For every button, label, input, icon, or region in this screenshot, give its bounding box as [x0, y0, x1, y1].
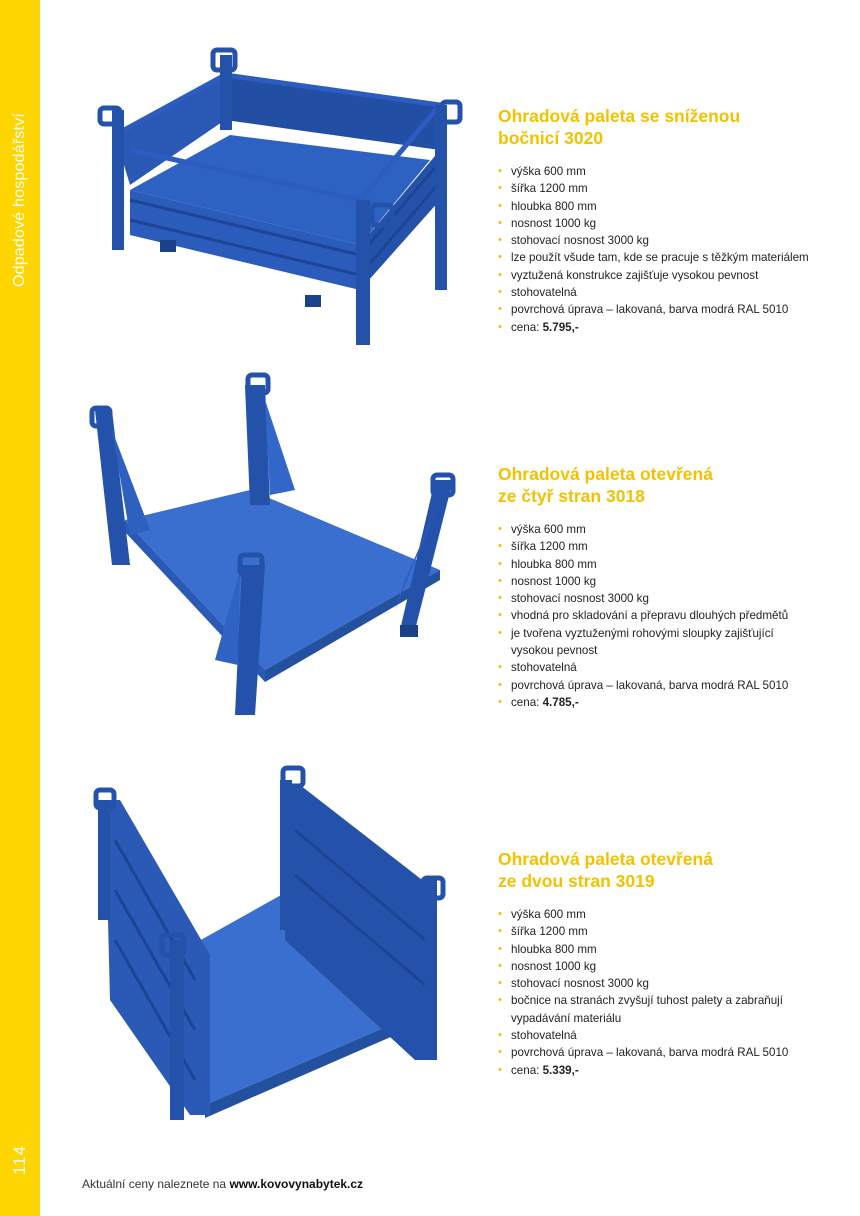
pallet-open-four-sides-image [70, 370, 470, 730]
feature-line: bočnice na stranách zvyšují tuhost palety a zabraňují [511, 994, 783, 1008]
feature-item: • povrchová úprava – lakovaná, barva modrá RAL 5010 [498, 1044, 838, 1061]
feature-item: • hloubka 800 mm [498, 941, 838, 958]
price-value: 5.339,- [542, 1063, 579, 1077]
price-label: cena: [511, 695, 540, 709]
feature-item: • šířka 1200 mm [498, 180, 838, 197]
feature-item: • hloubka 800 mm [498, 556, 838, 573]
feature-line: je tvořena vyztuženými rohovými sloupky zajišťující [511, 626, 774, 640]
feature-item: • stohovatelná [498, 659, 838, 676]
product-title [498, 463, 838, 507]
feature-item: • vyztužená konstrukce zajišťuje vysokou pevnost [498, 267, 838, 284]
feature-item: • stohovací nosnost 3000 kg [498, 232, 838, 249]
price-item [498, 319, 838, 336]
page-number: 114 [10, 1144, 29, 1176]
feature-item: • výška 600 mm [498, 521, 838, 538]
pallet-low-sides-image [70, 40, 470, 360]
price-value: 4.785,- [542, 695, 579, 709]
product-title-line2: ze čtyř stran 3018 [498, 486, 645, 506]
blue-pallet-open-four-sides-icon [70, 370, 470, 730]
feature-item: • nosnost 1000 kg [498, 573, 838, 590]
footer-link[interactable]: www.kovovynabytek.cz [229, 1177, 364, 1191]
product-title-line1: Ohradová paleta otevřená [498, 849, 713, 869]
feature-item: • šířka 1200 mm [498, 538, 838, 555]
footer [82, 1177, 363, 1191]
product-title [498, 105, 838, 149]
feature-item: • šířka 1200 mm [498, 923, 838, 940]
feature-item: • stohovací nosnost 3000 kg [498, 590, 838, 607]
feature-list [498, 163, 838, 336]
footer-text: Aktuální ceny naleznete na [82, 1177, 227, 1191]
section-title: Odpadové hospodářství [11, 112, 28, 288]
price-value: 5.795,- [542, 320, 579, 334]
product-info-3018 [498, 463, 838, 711]
product-title [498, 848, 838, 892]
price-item [498, 694, 838, 711]
feature-item: • nosnost 1000 kg [498, 958, 838, 975]
feature-item: • lze použít všude tam, kde se pracuje s těžkým materiálem [498, 249, 838, 266]
feature-item: • stohovatelná [498, 1027, 838, 1044]
feature-continuation: vysokou pevnost [511, 644, 598, 658]
price-item [498, 1062, 838, 1079]
feature-item: • stohovací nosnost 3000 kg [498, 975, 838, 992]
feature-item: • vhodná pro skladování a přepravu dlouhých předmětů [498, 607, 838, 624]
product-title-line1: Ohradová paleta otevřená [498, 464, 713, 484]
product-title-line2: ze dvou stran 3019 [498, 871, 655, 891]
feature-item: • stohovatelná [498, 284, 838, 301]
product-info-3020 [498, 105, 838, 336]
feature-continuation: vypadávání materiálu [511, 1011, 622, 1025]
product-info-3019 [498, 848, 838, 1079]
product-title-line1: Ohradová paleta se sníženou [498, 106, 741, 126]
price-label: cena: [511, 320, 540, 334]
feature-list [498, 521, 838, 711]
feature-item: • výška 600 mm [498, 906, 838, 923]
feature-item: • nosnost 1000 kg [498, 215, 838, 232]
blue-pallet-low-sides-icon [70, 40, 470, 360]
feature-list [498, 906, 838, 1079]
feature-item: • výška 600 mm [498, 163, 838, 180]
product-title-line2: bočnicí 3020 [498, 128, 604, 148]
blue-pallet-open-two-sides-icon [70, 760, 470, 1130]
price-label: cena: [511, 1063, 540, 1077]
feature-item: • povrchová úprava – lakovaná, barva modrá RAL 5010 [498, 301, 838, 318]
feature-item [498, 625, 838, 660]
feature-item [498, 992, 838, 1027]
pallet-open-two-sides-image [70, 760, 470, 1130]
feature-item: • hloubka 800 mm [498, 198, 838, 215]
feature-item: • povrchová úprava – lakovaná, barva modrá RAL 5010 [498, 677, 838, 694]
side-bar [0, 0, 40, 1216]
